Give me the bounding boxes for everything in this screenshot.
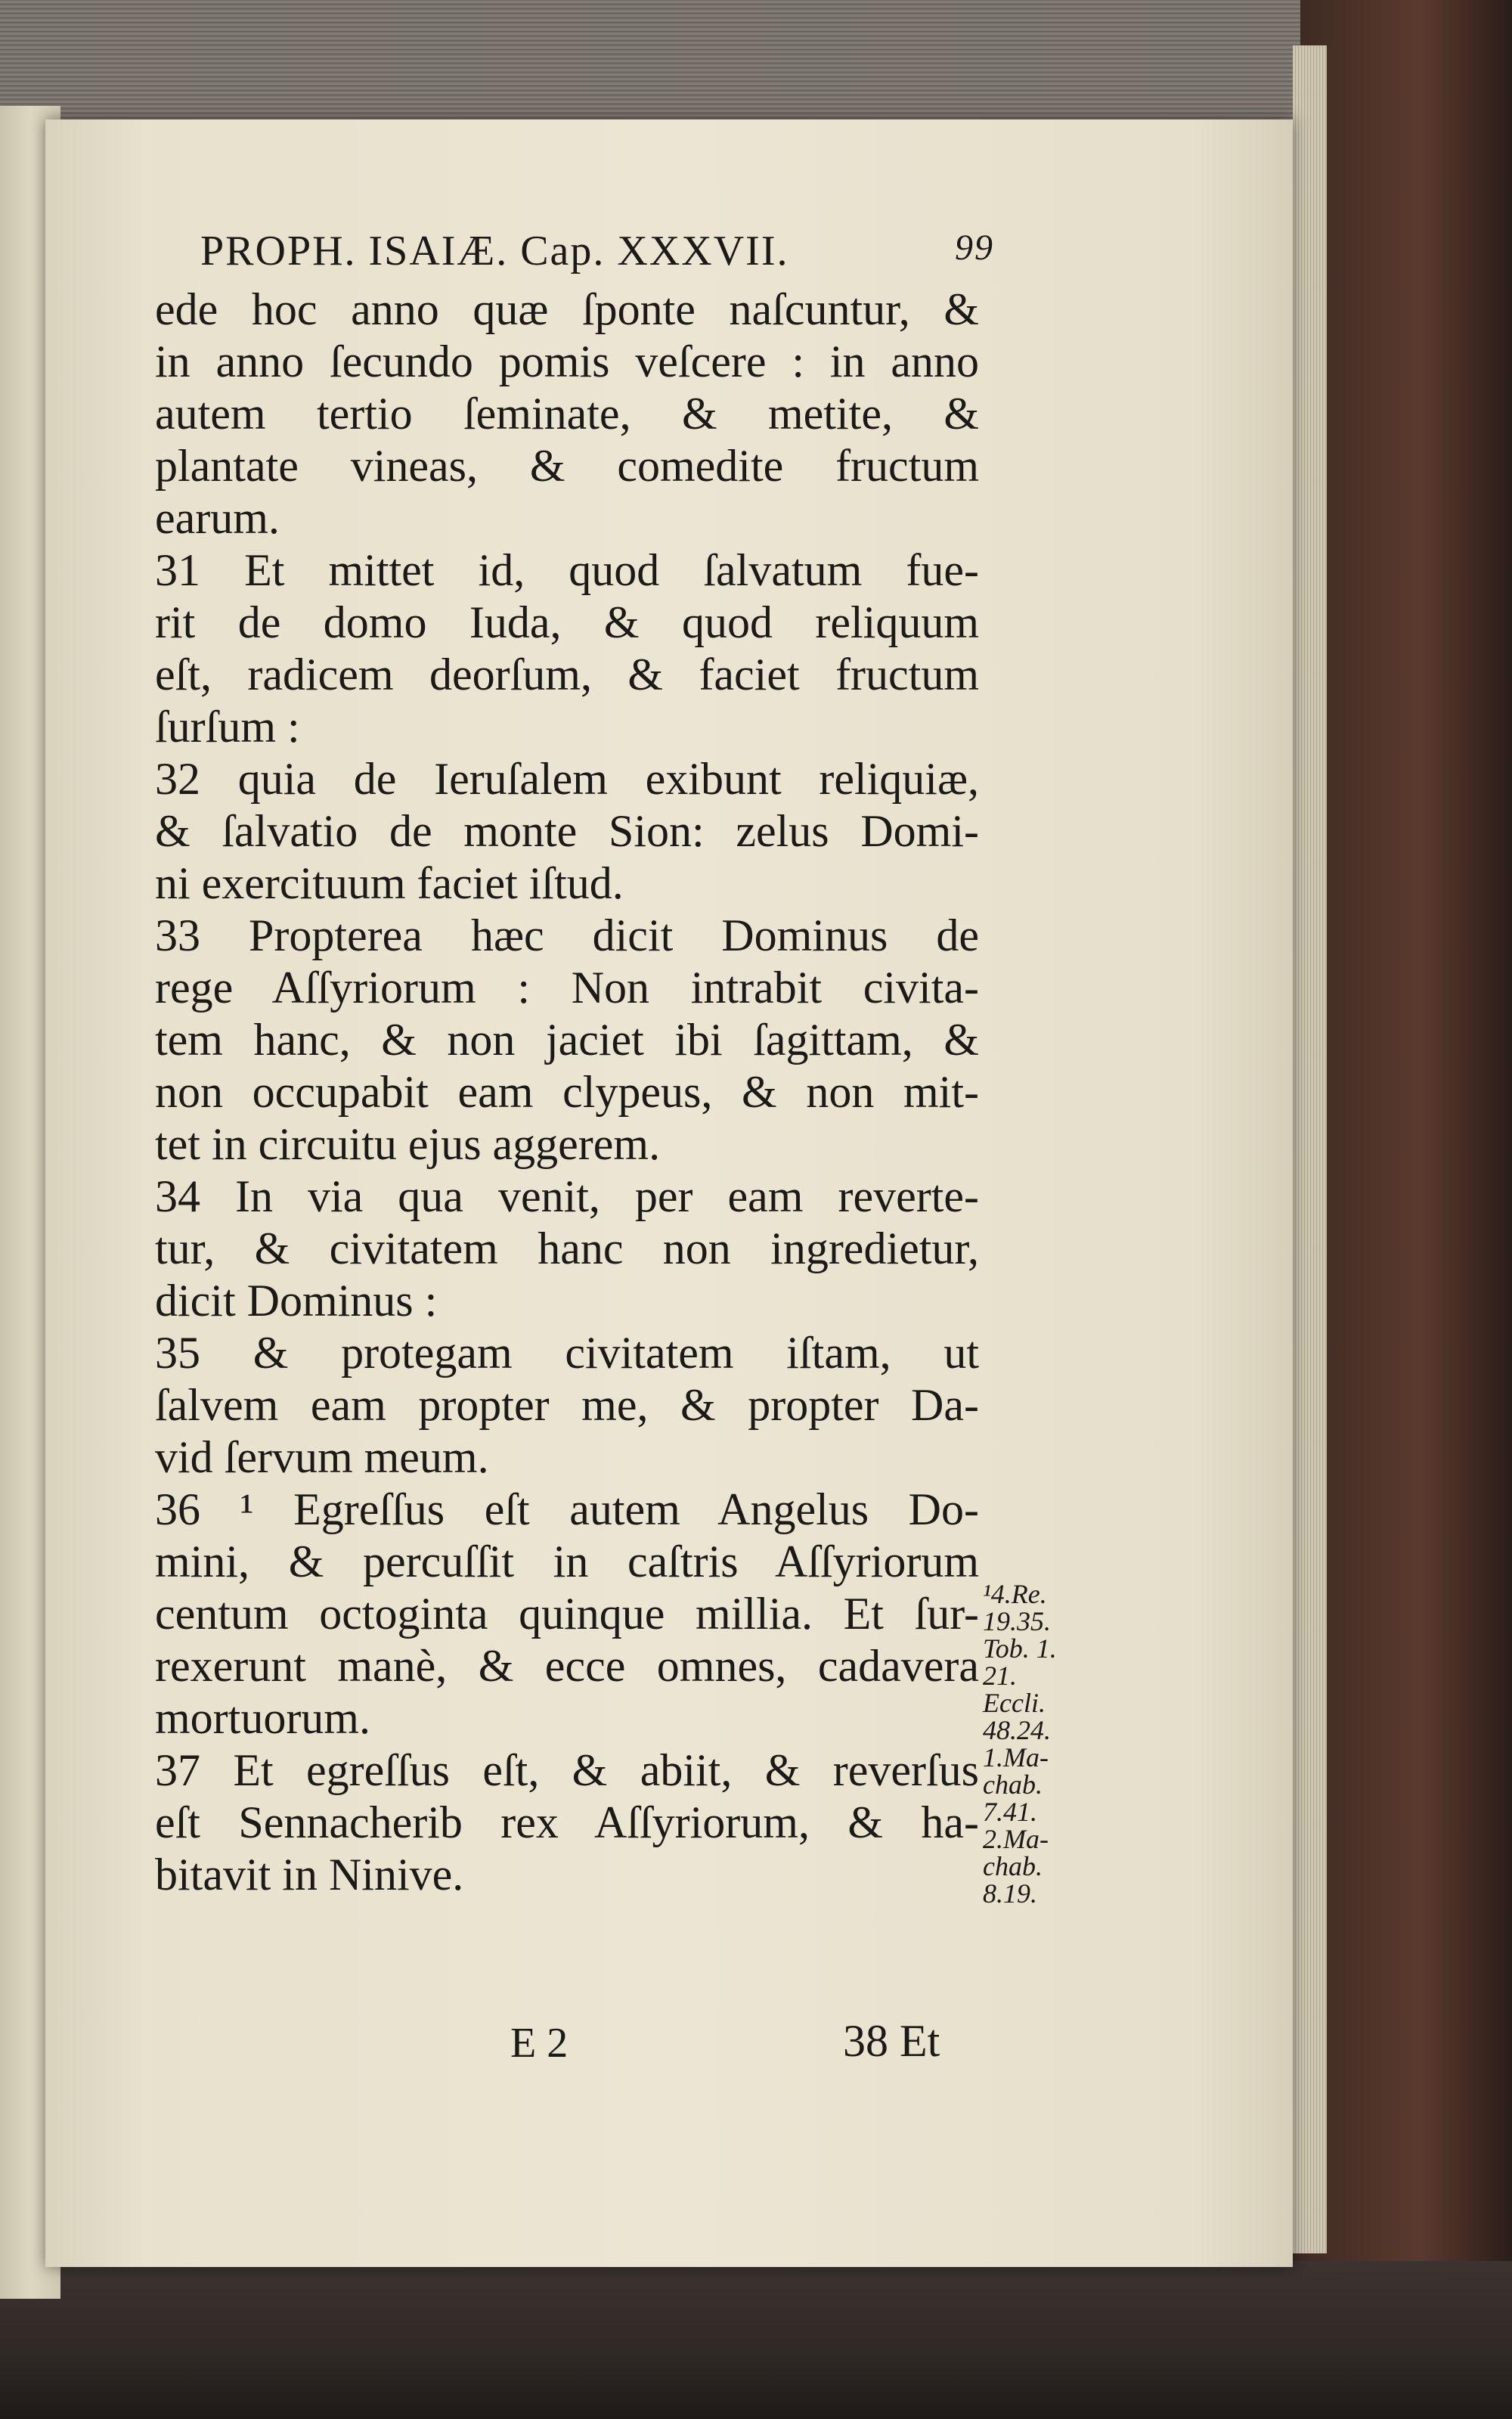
text-line: rexerunt manè, & ecce omnes, cadavera: [155, 1641, 979, 1691]
folio-number: 99: [955, 228, 994, 268]
margin-references: [983, 1580, 1104, 1907]
background-bottom: [0, 2261, 1512, 2419]
margin-note: Tob. 1.: [983, 1633, 1057, 1664]
text-line: vid ſervum meum.: [155, 1432, 489, 1482]
text-line: mortuorum.: [155, 1693, 370, 1743]
text-line: non occupabit eam clypeus, & non mit-: [155, 1067, 979, 1117]
running-title: PROPH. ISAIÆ. Cap. XXXVII.: [200, 228, 789, 274]
margin-note: chab.: [983, 1851, 1043, 1881]
margin-note: 7.41.: [983, 1797, 1037, 1827]
text-line: ni exercituum faciet iſtud.: [155, 858, 624, 908]
text-line: 35 & protegam civitatem iſtam, ut: [155, 1328, 979, 1378]
margin-note: chab.: [983, 1769, 1043, 1800]
text-line: rit de domo Iuda, & quod reliquum: [155, 597, 979, 647]
margin-note: ¹4.Re.: [983, 1579, 1047, 1609]
margin-note: 2.Ma-: [983, 1824, 1049, 1854]
text-line: rege Aſſyriorum : Non intrabit civita-: [155, 963, 979, 1013]
text-line: tem hanc, & non jaciet ibi ſagittam, &: [155, 1015, 979, 1065]
catchword: 38 Et: [843, 2016, 940, 2066]
text-line: earum.: [155, 493, 280, 543]
text-line: eſt Sennacherib rex Aſſyriorum, & ha-: [155, 1797, 979, 1847]
running-head: [200, 227, 994, 280]
margin-note: 8.19.: [983, 1878, 1037, 1909]
text-line: plantate vineas, & comedite fructum: [155, 441, 979, 491]
text-line: mini, & percuſſit in caſtris Aſſyriorum: [155, 1537, 979, 1586]
page-edges: [1293, 45, 1327, 2253]
text-body: [155, 284, 979, 1901]
text-line: dicit Dominus :: [155, 1276, 438, 1326]
text-line: autem tertio ſeminate, & metite, &: [155, 389, 979, 439]
margin-note: 21.: [983, 1661, 1017, 1691]
text-line: 31 Et mittet id, quod ſalvatum fue-: [155, 545, 979, 595]
text-line: eſt, radicem deorſum, & faciet fructum: [155, 650, 979, 699]
text-line: 33 Propterea hæc dicit Dominus de: [155, 910, 979, 960]
text-line: 32 quia de Ieruſalem exibunt reliquiæ,: [155, 754, 979, 804]
text-line: tur, & civitatem hanc non ingredietur,: [155, 1223, 979, 1273]
text-line: centum octoginta quinque millia. Et ſur-: [155, 1589, 979, 1639]
text-line: & ſalvatio de monte Sion: zelus Domi-: [155, 806, 979, 856]
text-line: ſurſum :: [155, 702, 300, 752]
margin-note: Eccli.: [983, 1688, 1046, 1718]
text-line: ſalvem eam propter me, & propter Da-: [155, 1380, 979, 1430]
text-line: 34 In via qua venit, per eam reverte-: [155, 1171, 979, 1221]
margin-note: 1.Ma-: [983, 1742, 1049, 1772]
book-top-edge: [0, 0, 1300, 129]
signature-mark: E 2: [510, 2020, 569, 2067]
text-line: bitavit in Ninive.: [155, 1850, 464, 1900]
text-line: 36 ¹ Egreſſus eſt autem Angelus Do-: [155, 1484, 979, 1534]
text-line: 37 Et egreſſus eſt, & abiit, & reverſus: [155, 1745, 979, 1795]
margin-note: 19.35.: [983, 1606, 1051, 1636]
text-line: ede hoc anno quæ ſponte naſcuntur, &: [155, 284, 979, 334]
text-line: in anno ſecundo pomis veſcere : in anno: [155, 336, 979, 386]
margin-note: 48.24.: [983, 1715, 1051, 1745]
text-line: tet in circuitu ejus aggerem.: [155, 1119, 661, 1169]
